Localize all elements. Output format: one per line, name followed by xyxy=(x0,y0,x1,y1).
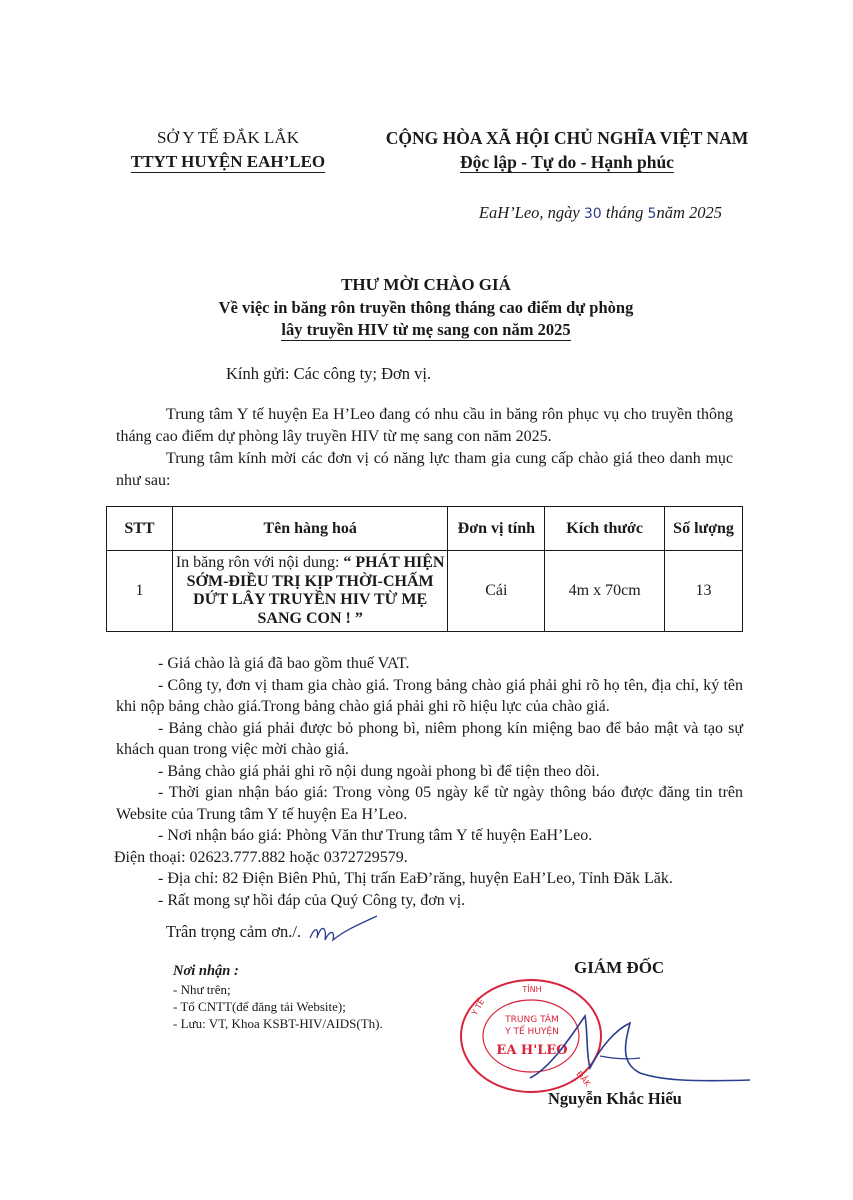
recipient-item: - Lưu: VT, Khoa KSBT-HIV/AIDS(Th). xyxy=(173,1016,383,1031)
cell-unit: Cái xyxy=(448,551,545,632)
date-month-label: tháng xyxy=(605,203,644,222)
svg-text:Y TẾ: Y TẾ xyxy=(469,997,487,1017)
signer-name: Nguyễn Khắc Hiếu xyxy=(548,1089,682,1108)
intro-paragraph-1: Trung tâm Y tế huyện Ea H’Leo đang có nhu cầu in băng rôn phục vụ cho truyền thông tháng cao điểm dự phòng lây truyền HIV từ mẹ sang con năm 2025. xyxy=(116,406,733,445)
col-header-name: Tên hàng hoá xyxy=(172,507,448,551)
col-header-stt: STT xyxy=(107,507,173,551)
svg-text:TỈNH: TỈNH xyxy=(522,985,542,994)
table-row xyxy=(107,551,743,632)
note-item: - Nơi nhận báo giá: Phòng Văn thư Trung tâm Y tế huyện EaH’Leo. xyxy=(158,827,593,844)
cell-stt: 1 xyxy=(107,551,173,632)
note-item: - Công ty, đơn vị tham gia chào giá. Trong bảng chào giá phải ghi rõ họ tên, địa chỉ, ký tên khi nộp bảng chào giá.Trong bảng chào giá phải ghi rõ hiệu lực của chào giá. xyxy=(116,676,743,715)
cell-size: 4m x 70cm xyxy=(545,551,665,632)
agency-header xyxy=(108,126,348,174)
svg-text:EA H'LEO: EA H'LEO xyxy=(496,1043,568,1058)
cell-name-prefix: In băng rôn với nội dung: xyxy=(175,554,344,571)
col-header-size: Kích thước xyxy=(545,507,665,551)
document-subject xyxy=(120,297,732,341)
recipients-title: Nơi nhận : xyxy=(173,963,239,979)
nation-header xyxy=(352,126,782,174)
cell-name xyxy=(172,551,448,632)
items-table xyxy=(106,506,743,632)
intro-paragraph-2: Trung tâm kính mời các đơn vị có năng lực tham gia cung cấp chào giá theo danh mục như sau: xyxy=(116,450,733,489)
recipients-block xyxy=(173,963,383,1032)
date-month: 5 xyxy=(647,206,657,222)
col-header-unit: Đơn vị tính xyxy=(448,507,545,551)
note-item: - Thời gian nhận báo giá: Trong vòng 05 ngày kể từ ngày thông báo được đăng tin trên Website của Trung tâm Y tế huyện Ea H’Leo. xyxy=(116,784,743,823)
subject-line1: Về việc in băng rôn truyền thông tháng cao điểm dự phòng xyxy=(218,298,634,317)
date-day: 30 xyxy=(583,206,602,222)
agency-line2: TTYT HUYỆN EAH’LEO xyxy=(130,152,326,171)
svg-text:TRUNG TÂM: TRUNG TÂM xyxy=(505,1015,559,1025)
initial-signature-mark xyxy=(305,914,380,949)
col-header-qty: Số lượng xyxy=(665,507,743,551)
note-item: - Giá chào là giá đã bao gồm thuế VAT. xyxy=(158,655,410,672)
recipient-item: - Tổ CNTT(để đăng tải Website); xyxy=(173,999,346,1014)
recipient-line: Kính gửi: Các công ty; Đơn vị. xyxy=(226,364,432,383)
closing-line: Trân trọng cảm ơn./. xyxy=(166,922,302,941)
document-date xyxy=(380,203,722,223)
note-item: - Địa chỉ: 82 Điện Biên Phủ, Thị trấn EaĐ’răng, huyện EaH’Leo, Tỉnh Đăk Lăk. xyxy=(158,870,673,887)
date-year: năm 2025 xyxy=(656,203,722,222)
handwritten-signature xyxy=(490,1008,760,1098)
phone-line: Điện thoại: 02623.777.882 hoặc 0372729579. xyxy=(114,848,408,866)
subject-line2: lây truyền HIV từ mẹ sang con năm 2025 xyxy=(281,320,571,339)
note-item: - Rất mong sự hồi đáp của Quý Công ty, đơn vị. xyxy=(158,891,466,909)
agency-line1: SỞ Y TẾ ĐẮK LẮK xyxy=(157,128,299,147)
cell-qty: 13 xyxy=(665,551,743,632)
svg-text:Y TẾ HUYỆN: Y TẾ HUYỆN xyxy=(505,1027,559,1037)
cell-name-content: “ PHÁT HIỆN SỚM-ĐIỀU TRỊ KỊP THỜI-CHẤM DỨT LÂY TRUYỀN HIV TỪ MẸ SANG CON ! ” xyxy=(186,554,445,627)
nation-motto: Độc lập - Tự do - Hạnh phúc xyxy=(460,152,674,172)
document-title: THƯ MỜI CHÀO GIÁ xyxy=(341,275,511,294)
svg-text:ĐẮK: ĐẮK xyxy=(574,1069,593,1089)
note-item: - Bảng chào giá phải ghi rõ nội dung ngoài phong bì để tiện theo dõi. xyxy=(158,762,600,780)
notes-list xyxy=(116,653,743,911)
recipient-item: - Như trên; xyxy=(173,982,231,997)
date-prefix: EaH’Leo, ngày xyxy=(478,203,580,222)
nation-line1: CỘNG HÒA XÃ HỘI CHỦ NGHĨA VIỆT NAM xyxy=(385,128,749,148)
signer-position: GIÁM ĐỐC xyxy=(574,958,665,977)
note-item: - Bảng chào giá phải được bỏ phong bì, niêm phong kín miệng bao để bảo mật và tạo sự khách quan trong việc mời chào giá. xyxy=(116,719,743,758)
table-header-row xyxy=(107,507,743,551)
